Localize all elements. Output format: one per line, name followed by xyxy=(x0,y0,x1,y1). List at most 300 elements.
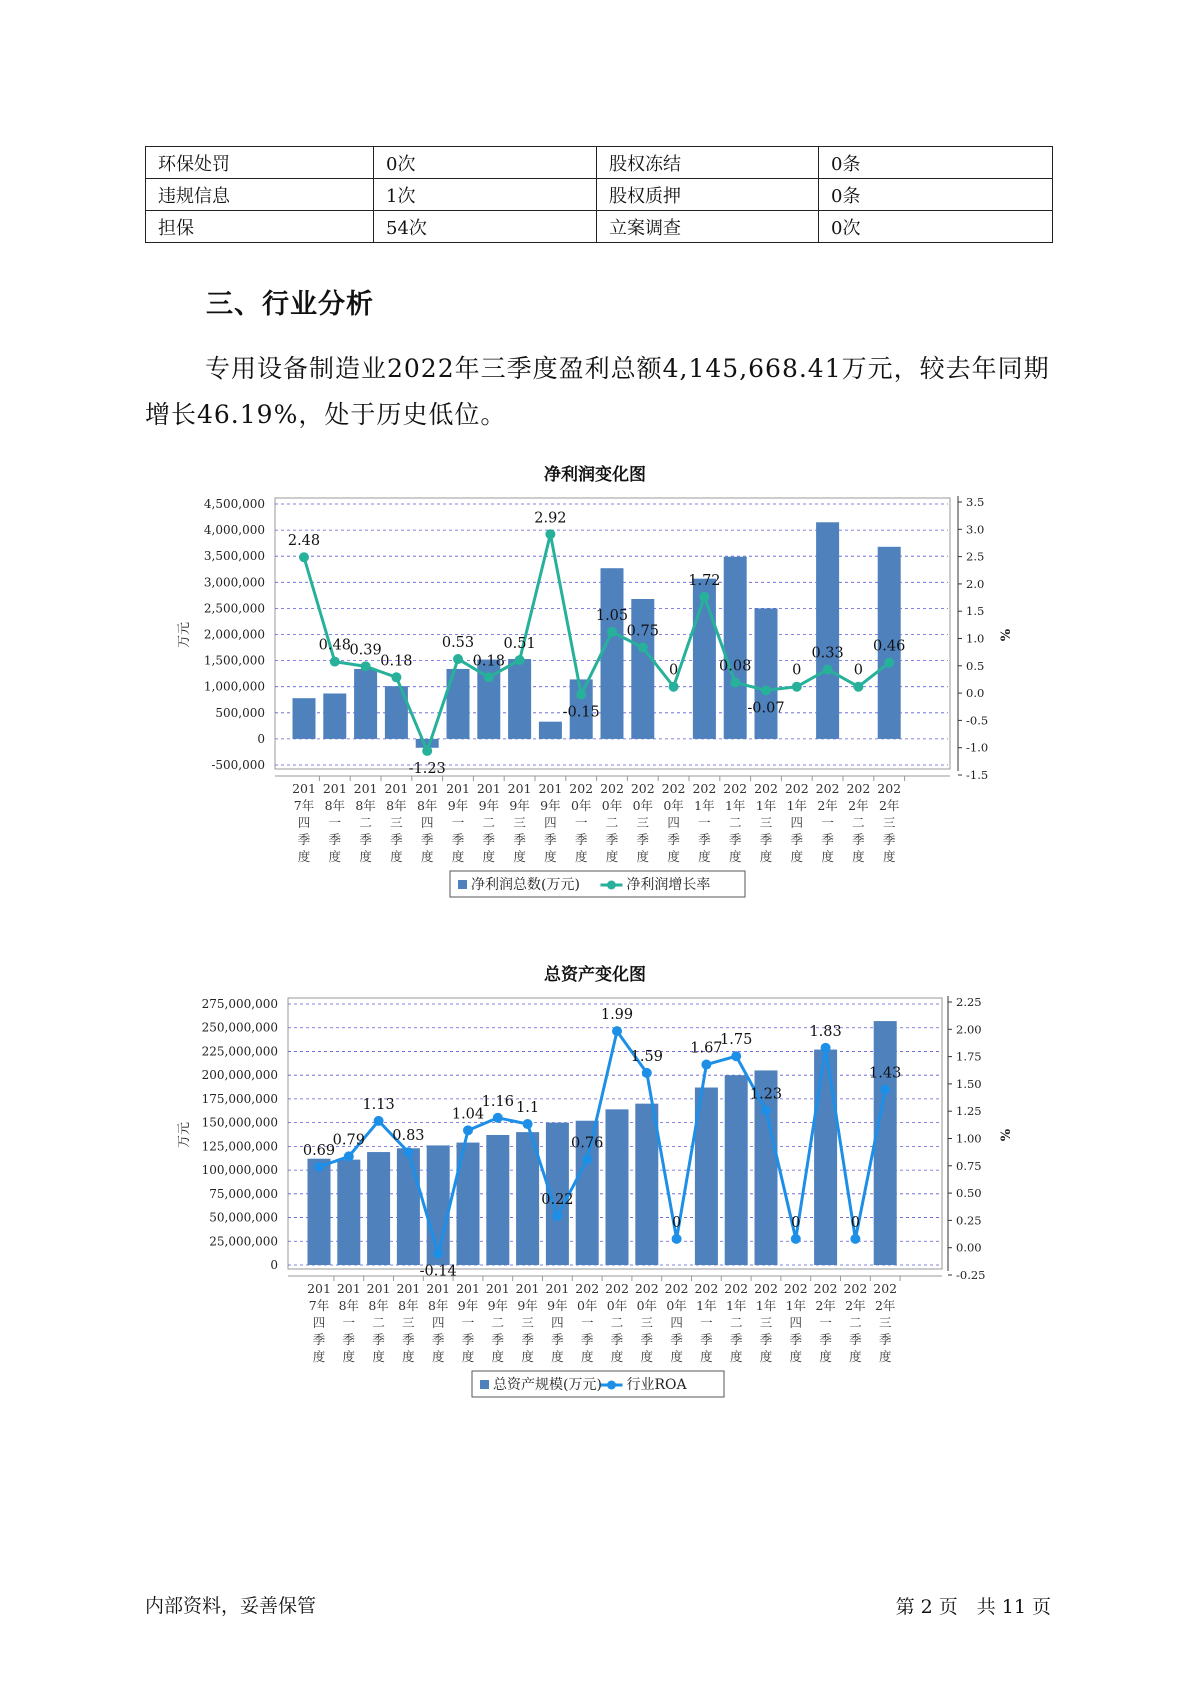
table-cell: 违规信息 xyxy=(146,179,374,211)
y-tick-label: 75,000,000 xyxy=(209,1186,278,1201)
x-tick-label: 度 xyxy=(372,1349,385,1364)
bar xyxy=(293,698,316,739)
x-tick-label: 季 xyxy=(431,1332,445,1347)
x-tick-label: 202 xyxy=(694,1281,719,1296)
data-label: 2.48 xyxy=(287,533,321,550)
table-row xyxy=(146,179,1053,211)
x-tick-label: 201 xyxy=(336,1281,361,1296)
x-tick-label: 季 xyxy=(636,832,650,847)
x-tick-label: 一 xyxy=(698,815,711,830)
y2-tick-label: 2.25 xyxy=(956,995,982,1009)
x-tick-label: 度 xyxy=(852,849,865,864)
data-label: -0.14 xyxy=(419,1263,457,1280)
x-tick-label: 度 xyxy=(667,849,680,864)
x-tick-label: 度 xyxy=(461,1349,475,1364)
table-cell: 股权质押 xyxy=(597,179,819,211)
series-point xyxy=(821,1043,831,1053)
series-point xyxy=(638,643,648,653)
x-tick-label: 季 xyxy=(359,832,372,847)
bar xyxy=(323,693,346,738)
legend-bar-swatch xyxy=(480,1380,489,1389)
data-label: 0.79 xyxy=(332,1132,365,1149)
table-cell: 担保 xyxy=(146,211,374,243)
x-tick-label: 9年 xyxy=(457,1298,479,1313)
series-point xyxy=(515,655,525,665)
series-point xyxy=(374,1116,384,1126)
footer-page-number: 第 2 页 共 11 页 xyxy=(895,1596,1051,1618)
x-tick-label: 度 xyxy=(759,1349,773,1364)
x-tick-label: 度 xyxy=(728,849,742,864)
y2-tick-label: 1.0 xyxy=(966,631,985,646)
series-point xyxy=(823,664,833,674)
series-point xyxy=(880,1085,890,1095)
x-tick-label: 度 xyxy=(544,849,557,864)
x-tick-label: 201 xyxy=(384,781,409,796)
x-tick-label: 季 xyxy=(402,1332,415,1347)
y-tick-label: 2,500,000 xyxy=(203,601,265,616)
x-tick-label: 四 xyxy=(544,815,557,830)
x-tick-label: 三 xyxy=(390,815,403,830)
data-label: -0.15 xyxy=(562,704,600,721)
x-tick-label: 度 xyxy=(819,1349,832,1364)
y2-tick-label: 0.50 xyxy=(956,1186,982,1201)
x-tick-label: 2年 xyxy=(874,1298,896,1313)
x-tick-label: 季 xyxy=(789,1332,803,1347)
series-point xyxy=(453,654,463,664)
x-tick-label: 度 xyxy=(359,849,372,864)
x-tick-label: 1年 xyxy=(786,798,808,813)
x-tick-label: 0年 xyxy=(576,1298,598,1313)
legend-point-swatch xyxy=(607,1381,616,1390)
legend-point-swatch xyxy=(607,881,616,890)
series-point xyxy=(669,682,679,692)
x-tick-label: 季 xyxy=(759,1332,773,1347)
bar xyxy=(635,1104,658,1265)
y-tick-label: 2,000,000 xyxy=(203,627,265,642)
x-tick-label: 202 xyxy=(569,781,594,796)
x-tick-label: 季 xyxy=(759,832,773,847)
net-profit-chart xyxy=(0,460,1191,910)
data-label: 1.05 xyxy=(595,607,629,624)
x-tick-label: 四 xyxy=(312,1315,326,1330)
x-tick-label: 二 xyxy=(610,1315,624,1330)
series-point xyxy=(361,661,371,671)
x-tick-label: 9年 xyxy=(540,798,561,813)
y2-tick-label: 1.50 xyxy=(956,1076,982,1091)
data-label: 1.83 xyxy=(809,1023,842,1040)
x-tick-label: 202 xyxy=(784,781,809,796)
x-tick-label: 季 xyxy=(451,832,465,847)
bar xyxy=(816,522,839,739)
y-tick-label: 275,000,000 xyxy=(201,997,278,1011)
x-tick-label: 季 xyxy=(640,1332,654,1347)
x-tick-label: 二 xyxy=(605,815,619,830)
x-tick-label: 度 xyxy=(849,1349,862,1364)
chart-title: 总资产变化图 xyxy=(544,965,646,985)
x-tick-label: 9年 xyxy=(487,1298,509,1313)
x-tick-label: 8年 xyxy=(355,798,376,813)
table-row xyxy=(146,147,1053,179)
x-tick-label: 季 xyxy=(700,1332,713,1347)
x-tick-label: 季 xyxy=(728,832,742,847)
bar xyxy=(397,1148,420,1265)
x-tick-label: 三 xyxy=(636,815,650,830)
x-tick-label: 季 xyxy=(605,832,619,847)
x-tick-label: 201 xyxy=(322,781,347,796)
x-tick-label: 0年 xyxy=(663,798,684,813)
y-tick-label: 100,000,000 xyxy=(201,1163,278,1178)
y2-tick-label: 0.25 xyxy=(956,1213,982,1228)
series-point xyxy=(731,1051,741,1061)
x-tick-label: 度 xyxy=(670,1349,683,1364)
x-tick-label: 202 xyxy=(575,1281,600,1296)
bar xyxy=(874,1021,897,1265)
data-label: 1.67 xyxy=(690,1040,723,1057)
x-tick-label: 度 xyxy=(328,849,342,864)
x-tick-label: 度 xyxy=(297,849,311,864)
series-point xyxy=(314,1162,324,1172)
x-tick-label: 三 xyxy=(878,1315,892,1330)
series-point xyxy=(391,672,401,682)
y2-tick-label: 1.5 xyxy=(966,604,985,619)
x-tick-label: 季 xyxy=(544,832,557,847)
x-tick-label: 8年 xyxy=(398,1298,419,1313)
x-tick-label: 三 xyxy=(759,815,773,830)
x-tick-label: 四 xyxy=(551,1315,564,1330)
y2-tick-label: -0.5 xyxy=(966,713,989,728)
x-tick-label: 2年 xyxy=(848,798,869,813)
data-label: 0.83 xyxy=(392,1128,425,1145)
y-tick-label: 125,000,000 xyxy=(201,1139,278,1154)
x-tick-label: 202 xyxy=(692,781,717,796)
series-point xyxy=(493,1113,503,1123)
series-point xyxy=(576,690,586,700)
y-tick-label: 250,000,000 xyxy=(201,1020,278,1035)
series-point xyxy=(344,1151,354,1161)
legend-entry: 行业ROA xyxy=(626,1377,687,1393)
bar xyxy=(814,1050,837,1265)
x-tick-label: 201 xyxy=(415,781,440,796)
x-tick-label: 四 xyxy=(297,815,311,830)
x-tick-label: 8年 xyxy=(338,1298,360,1313)
x-tick-label: 度 xyxy=(790,849,804,864)
x-tick-label: 202 xyxy=(815,781,840,796)
x-tick-label: 202 xyxy=(664,1281,689,1296)
x-tick-label: 0年 xyxy=(636,1298,658,1313)
data-label: 0.39 xyxy=(349,642,382,659)
bar xyxy=(631,599,654,739)
x-tick-label: 季 xyxy=(574,832,588,847)
x-tick-label: 度 xyxy=(605,849,619,864)
x-tick-label: 一 xyxy=(580,1315,594,1330)
x-tick-label: 季 xyxy=(328,832,342,847)
x-tick-label: 201 xyxy=(456,1281,480,1296)
x-tick-label: 三 xyxy=(640,1315,654,1330)
data-label: 1.13 xyxy=(362,1096,395,1113)
table-cell: 0条 xyxy=(819,179,1053,211)
x-tick-label: 1年 xyxy=(724,798,746,813)
x-tick-label: 季 xyxy=(420,832,434,847)
data-label: 0.46 xyxy=(873,638,906,655)
bar xyxy=(427,1145,450,1265)
y-tick-label: 0 xyxy=(270,1258,278,1272)
data-label: 1.43 xyxy=(869,1065,902,1082)
data-label: 0 xyxy=(671,1214,682,1231)
x-tick-label: 202 xyxy=(605,1281,629,1296)
x-tick-label: 度 xyxy=(312,1349,326,1364)
x-tick-label: 四 xyxy=(667,815,680,830)
y-tick-label: 1,000,000 xyxy=(203,679,265,694)
y2-axis-title: % xyxy=(999,628,1014,642)
data-label: 0 xyxy=(668,662,679,679)
series-point xyxy=(433,1249,443,1259)
x-tick-label: 0年 xyxy=(632,798,654,813)
series-point xyxy=(791,1234,801,1244)
table-row xyxy=(146,211,1053,243)
total-assets-chart xyxy=(0,960,1191,1410)
x-tick-label: 9年 xyxy=(509,798,530,813)
y2-tick-label: 2.0 xyxy=(966,576,985,591)
x-tick-label: 三 xyxy=(882,815,896,830)
x-tick-label: 202 xyxy=(723,781,748,796)
x-tick-label: 8年 xyxy=(368,1298,389,1313)
data-label: 0.76 xyxy=(571,1135,604,1152)
series-point xyxy=(299,552,309,562)
x-tick-label: 202 xyxy=(754,1281,778,1296)
x-tick-label: 0年 xyxy=(570,798,592,813)
series-point xyxy=(884,658,894,668)
x-tick-label: 202 xyxy=(634,1281,659,1296)
data-label: 0.18 xyxy=(380,653,413,670)
data-label: 0.53 xyxy=(441,635,475,652)
series-point xyxy=(853,682,863,692)
x-tick-label: 季 xyxy=(390,832,403,847)
y-tick-label: 150,000,000 xyxy=(201,1115,278,1130)
footer-confidential-note: 内部资料，妥善保管 xyxy=(145,1595,317,1617)
x-tick-label: 202 xyxy=(600,781,624,796)
x-tick-label: 度 xyxy=(342,1349,356,1364)
x-tick-label: 度 xyxy=(698,849,711,864)
table-cell: 环保处罚 xyxy=(146,147,374,179)
x-tick-label: 1年 xyxy=(725,1298,747,1313)
x-tick-label: 二 xyxy=(372,1315,385,1330)
x-tick-label: 9年 xyxy=(447,798,469,813)
x-tick-label: 度 xyxy=(420,849,434,864)
x-tick-label: 2年 xyxy=(815,1298,836,1313)
x-tick-label: 202 xyxy=(754,781,778,796)
x-tick-label: 二 xyxy=(491,1315,505,1330)
series-point xyxy=(850,1234,860,1244)
legend-entry: 总资产规模(万元) xyxy=(493,1377,602,1393)
x-tick-label: 季 xyxy=(312,1332,326,1347)
data-label: 1.99 xyxy=(600,1007,634,1024)
x-tick-label: 201 xyxy=(426,1281,451,1296)
x-tick-label: 一 xyxy=(461,1315,475,1330)
data-label: 0.51 xyxy=(503,636,536,653)
x-tick-label: 季 xyxy=(610,1332,624,1347)
data-label: 0.33 xyxy=(811,645,844,662)
series-point xyxy=(545,529,555,539)
x-tick-label: 季 xyxy=(878,1332,892,1347)
y2-tick-label: 0.5 xyxy=(966,658,985,673)
x-tick-label: 度 xyxy=(759,849,773,864)
data-label: 0.69 xyxy=(302,1142,336,1159)
x-tick-label: 三 xyxy=(513,815,526,830)
x-tick-label: 202 xyxy=(783,1281,808,1296)
x-tick-label: 8年 xyxy=(386,798,407,813)
y2-tick-label: 0.75 xyxy=(956,1158,982,1173)
x-tick-label: 度 xyxy=(878,1349,892,1364)
y-axis-title: 万元 xyxy=(177,621,192,649)
y-tick-label: 200,000,000 xyxy=(201,1068,278,1083)
x-tick-label: 度 xyxy=(580,1349,594,1364)
x-tick-label: 季 xyxy=(372,1332,385,1347)
data-label: 1.04 xyxy=(451,1106,485,1123)
y2-tick-label: 0.0 xyxy=(966,686,985,701)
x-tick-label: 度 xyxy=(551,1349,564,1364)
x-tick-label: 季 xyxy=(551,1332,564,1347)
y2-tick-label: 1.25 xyxy=(956,1104,982,1119)
series-point xyxy=(422,746,432,756)
x-tick-label: 201 xyxy=(353,781,378,796)
x-tick-label: 季 xyxy=(852,832,865,847)
x-tick-label: 0年 xyxy=(606,1298,628,1313)
series-point xyxy=(484,672,494,682)
x-tick-label: 度 xyxy=(451,849,465,864)
x-tick-label: 四 xyxy=(789,1315,803,1330)
x-tick-label: 7年 xyxy=(308,1298,330,1313)
y2-tick-label: 3.5 xyxy=(966,495,985,509)
x-tick-label: 季 xyxy=(882,832,896,847)
x-tick-label: 1年 xyxy=(696,1298,717,1313)
x-tick-label: 四 xyxy=(431,1315,445,1330)
x-tick-label: 201 xyxy=(307,1281,331,1296)
x-tick-label: 度 xyxy=(513,849,526,864)
data-label: 1.1 xyxy=(516,1100,540,1117)
x-tick-label: 度 xyxy=(521,1349,534,1364)
bar xyxy=(367,1152,390,1265)
x-tick-label: 季 xyxy=(790,832,804,847)
bar xyxy=(308,1159,331,1265)
x-tick-label: 四 xyxy=(420,815,434,830)
bar xyxy=(606,1109,629,1265)
x-tick-label: 0年 xyxy=(601,798,623,813)
x-tick-label: 二 xyxy=(849,1315,862,1330)
x-tick-label: 202 xyxy=(843,1281,868,1296)
series-point xyxy=(403,1147,413,1157)
x-tick-label: 四 xyxy=(790,815,804,830)
x-tick-label: 季 xyxy=(297,832,311,847)
x-tick-label: 一 xyxy=(819,1315,832,1330)
x-tick-label: 1年 xyxy=(755,798,777,813)
series-point xyxy=(523,1119,533,1129)
data-label: 0 xyxy=(792,662,802,679)
bar xyxy=(486,1135,509,1265)
series-point xyxy=(612,1026,622,1036)
y2-tick-label: 3.0 xyxy=(966,522,985,537)
x-tick-label: 202 xyxy=(873,1281,898,1296)
legend-bar-swatch xyxy=(458,880,467,889)
x-tick-label: 季 xyxy=(821,832,834,847)
series-point xyxy=(607,627,617,637)
x-tick-label: 8年 xyxy=(416,798,438,813)
data-label: 0 xyxy=(850,1214,861,1231)
y2-axis-title: % xyxy=(999,1128,1014,1142)
y-tick-label: 225,000,000 xyxy=(201,1044,278,1059)
x-tick-label: 1年 xyxy=(755,1298,777,1313)
x-tick-label: 度 xyxy=(636,849,650,864)
x-tick-label: 201 xyxy=(485,1281,510,1296)
section-heading: 三、行业分析 xyxy=(206,289,374,320)
y-tick-label: 3,000,000 xyxy=(203,575,265,590)
table-cell: 1次 xyxy=(374,179,597,211)
x-tick-label: 201 xyxy=(396,1281,421,1296)
table-cell: 0条 xyxy=(819,147,1053,179)
x-tick-label: 201 xyxy=(515,1281,540,1296)
series-point xyxy=(552,1211,562,1221)
table-cell: 0次 xyxy=(819,211,1053,243)
x-tick-label: 季 xyxy=(521,1332,534,1347)
bar xyxy=(337,1160,360,1265)
x-tick-label: 二 xyxy=(729,1315,743,1330)
table-cell: 立案调查 xyxy=(597,211,819,243)
x-tick-label: 度 xyxy=(700,1349,713,1364)
data-label: 1.72 xyxy=(688,572,721,589)
x-tick-label: 季 xyxy=(670,1332,683,1347)
y-tick-label: 500,000 xyxy=(215,705,265,720)
table-cell: 54次 xyxy=(374,211,597,243)
series-point xyxy=(761,685,771,695)
x-tick-label: 度 xyxy=(882,849,896,864)
bar xyxy=(724,557,747,739)
x-tick-label: 度 xyxy=(402,1349,415,1364)
series-point xyxy=(463,1125,473,1135)
x-tick-label: 季 xyxy=(729,1332,743,1347)
bar xyxy=(601,568,624,739)
data-label: 0.75 xyxy=(626,623,659,640)
series-point xyxy=(730,678,740,688)
x-tick-label: 一 xyxy=(328,815,342,830)
x-tick-label: 2年 xyxy=(817,798,838,813)
x-tick-label: 202 xyxy=(846,781,871,796)
series-point xyxy=(330,657,340,667)
y2-tick-label: -1.5 xyxy=(966,768,989,782)
data-label: 2.92 xyxy=(534,510,567,527)
y-tick-label: -500,000 xyxy=(211,758,265,772)
table-cell: 0次 xyxy=(374,147,597,179)
bar xyxy=(693,579,716,739)
x-tick-label: 202 xyxy=(813,1281,838,1296)
chart-title: 净利润变化图 xyxy=(544,465,646,485)
y2-tick-label: 2.00 xyxy=(956,1022,982,1037)
x-tick-label: 1年 xyxy=(694,798,715,813)
y2-tick-label: -1.0 xyxy=(966,740,989,755)
x-tick-label: 2年 xyxy=(845,1298,866,1313)
x-tick-label: 度 xyxy=(390,849,403,864)
risk-info-table xyxy=(145,146,1053,243)
x-tick-label: 三 xyxy=(521,1315,534,1330)
x-tick-label: 季 xyxy=(580,1332,594,1347)
x-tick-label: 度 xyxy=(729,1349,743,1364)
x-tick-label: 202 xyxy=(630,781,655,796)
x-tick-label: 201 xyxy=(538,781,563,796)
x-tick-label: 一 xyxy=(700,1315,713,1330)
x-tick-label: 三 xyxy=(759,1315,773,1330)
y-tick-label: 1,500,000 xyxy=(203,653,265,668)
x-tick-label: 8年 xyxy=(427,1298,449,1313)
x-tick-label: 季 xyxy=(342,1332,356,1347)
data-label: 0 xyxy=(791,1214,801,1231)
